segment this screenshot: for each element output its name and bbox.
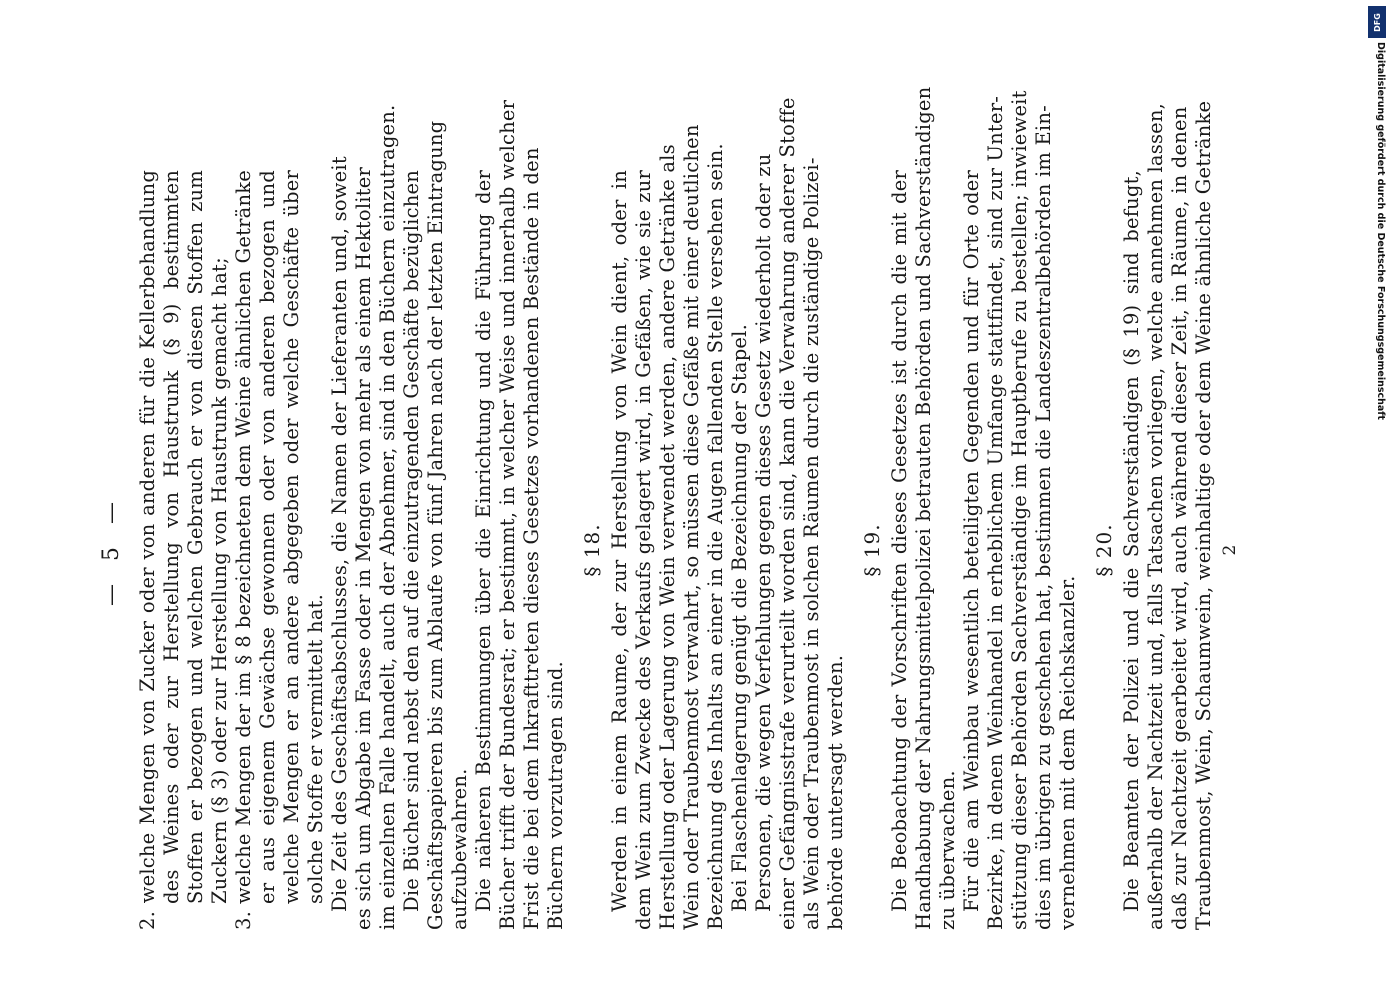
text-line: solche Stoffe er vermittelt hat. bbox=[304, 593, 327, 904]
text-line: er aus eigenem Gewächse gewonnen oder von anderen bezogen und bbox=[256, 170, 279, 904]
text-line: dies im übrigen zu geschehen hat, bestimmen die Landeszentralbehörden im Ein- bbox=[1032, 105, 1055, 930]
text-line: Traubenmost, Wein, Schaumwein, weinhaltige oder dem Weine ähnliche Getränke bbox=[1192, 100, 1215, 930]
dfg-logo-text: DFG bbox=[1372, 12, 1382, 32]
text-line: Büchern vorzutragen sind. bbox=[544, 661, 567, 930]
text-line: Frist die bei dem Inkrafttreten dieses Gesetzes vorhandenen Bestände in den bbox=[520, 147, 543, 930]
text-line: einer Gefängnisstrafe verurteilt worden sind, kann die Verwahrung anderer Stoffe bbox=[776, 97, 799, 930]
text-line: Bücher trifft der Bundesrat; er bestimmt, in welcher Weise und innerhalb welcher bbox=[496, 99, 519, 930]
text-line: Personen, die wegen Verfehlungen gegen dieses Gesetz wiederholt oder zu bbox=[752, 153, 775, 912]
text-line: Werden in einem Raume, der zur Herstellung von Wein dient, oder in bbox=[608, 170, 631, 912]
text-line: des Weines oder zur Herstellung von Haustrunk (§ 9) bestimmten bbox=[160, 170, 183, 904]
text-line: 2. welche Mengen von Zucker oder von anderen für die Kellerbehandlung bbox=[136, 170, 159, 930]
rotated-page bbox=[99, 86, 1280, 930]
text-line: dem Wein zum Zwecke des Verkaufs gelagert wird, in Gefäßen, wie sie zur bbox=[632, 170, 655, 930]
text-line: Für die am Weinbau wesentlich beteiligten Gegenden und für Orte oder bbox=[960, 170, 983, 912]
text-line: Zuckern (§ 3) oder zur Herstellung von Haustrunk gemacht hat; bbox=[208, 257, 231, 904]
signature-mark: 2 bbox=[1220, 544, 1240, 556]
text-line: 3. welche Mengen der im § 8 bezeichneten dem Weine ähnlichen Getränke bbox=[232, 170, 255, 930]
text-line: es sich um Abgabe im Fasse oder in Mengen von mehr als einem Hektoliter bbox=[352, 166, 375, 930]
text-line: stützung dieser Behörden Sachverständige im Hauptberufe zu bestellen; inwieweit bbox=[1008, 90, 1031, 930]
dfg-credit bbox=[1368, 6, 1390, 420]
section-heading: § 20. bbox=[1092, 523, 1116, 577]
text-line: Die näheren Bestimmungen über die Einrichtung und die Führung der bbox=[472, 170, 495, 912]
text-line: Die Beobachtung der Vorschriften dieses Gesetzes ist durch die mit der bbox=[888, 170, 911, 912]
text-line: Bezeichnung des Inhalts an einer in die Augen fallenden Stelle versehen sein. bbox=[704, 143, 727, 930]
section-heading: § 18. bbox=[580, 523, 604, 577]
text-line: Die Zeit des Geschäftsabschlusses, die Namen der Lieferanten und, soweit bbox=[328, 156, 351, 912]
section-heading: § 19. bbox=[860, 523, 884, 577]
text-line: Die Bücher sind nebst den auf die einzutragenden Geschäfte bezüglichen bbox=[400, 170, 423, 912]
dfg-credit-text: Digitalisierung gefördert durch die Deutsche Forschungsgemeinschaft bbox=[1375, 42, 1386, 420]
text-line: Herstellung oder Lagerung von Wein verwendet werden, andere Getränke als bbox=[656, 144, 679, 930]
page-number: — 5 — bbox=[99, 494, 124, 606]
text-line: im einzelnen Falle handelt, auch der Abnehmer, sind in den Büchern einzutragen. bbox=[376, 104, 399, 930]
text-line: Bei Flaschenlagerung genügt die Bezeichnung der Stapel. bbox=[728, 324, 751, 912]
text-line: daß zur Nachtzeit gearbeitet wird, auch während dieser Zeit, in Räume, in denen bbox=[1168, 106, 1191, 930]
text-line: Die Beamten der Polizei und die Sachverständigen (§ 19) sind befugt, bbox=[1120, 170, 1143, 912]
text-line: welche Mengen er an andere abgegeben oder welche Geschäfte über bbox=[280, 170, 303, 904]
text-line: Wein oder Traubenmost verwahrt, so müssen diese Gefäße mit einer deutlichen bbox=[680, 124, 703, 930]
text-line: vernehmen mit dem Reichskanzler. bbox=[1056, 575, 1079, 930]
text-line: Bezirke, in denen Weinhandel in erheblichem Umfange stattfindet, sind zur Unter- bbox=[984, 95, 1007, 930]
text-line: aufzubewahren. bbox=[448, 768, 471, 930]
dfg-logo bbox=[1368, 6, 1386, 38]
text-line: behörde untersagt werden. bbox=[824, 654, 847, 930]
text-line: außerhalb der Nachtzeit und, falls Tatsachen vorliegen, welche annehmen lassen, bbox=[1144, 102, 1167, 930]
text-line: Stoffen er bezogen und welchen Gebrauch er von diesen Stoffen zum bbox=[184, 170, 207, 904]
text-line: Geschäftspapieren bis zum Ablaufe von fünf Jahren nach der letzten Eintragung bbox=[424, 120, 447, 930]
text-line: Handhabung der Nahrungsmittelpolizei betrauten Behörden und Sachverständigen bbox=[912, 86, 935, 930]
text-line: zu überwachen. bbox=[936, 770, 959, 930]
text-line: als Wein oder Traubenmost in solchen Räumen durch die zuständige Polizei- bbox=[800, 157, 823, 930]
